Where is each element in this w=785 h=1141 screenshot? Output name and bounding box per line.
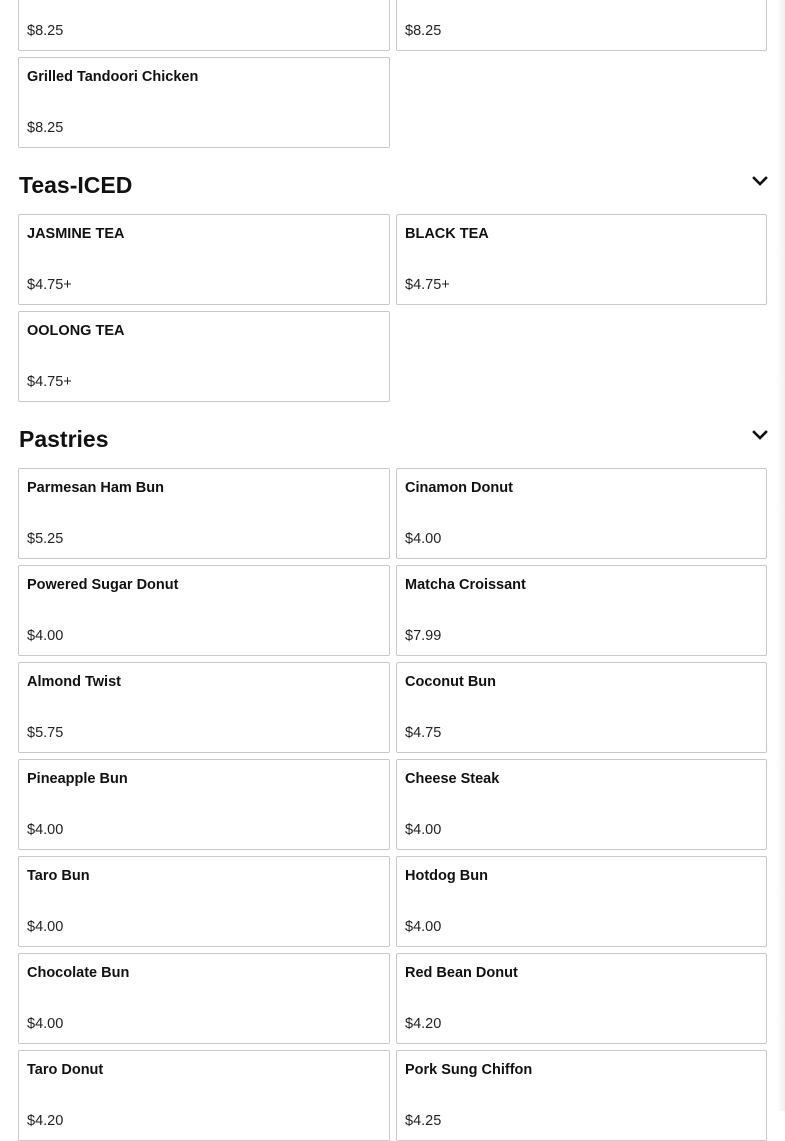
menu-item-card[interactable] [18, 856, 390, 947]
menu-item-grid [18, 468, 767, 1141]
menu-item-price: $4.25 [405, 1113, 442, 1129]
menu-item-card[interactable] [396, 565, 767, 656]
menu-item-price: $4.75 [405, 725, 442, 741]
menu-item-card[interactable] [396, 468, 767, 559]
menu-item-name: Taro Donut [27, 1062, 104, 1078]
menu-item-name: Matcha Croissant [405, 577, 526, 593]
menu-item-price: $8.25 [405, 23, 442, 39]
section-title: Pastries [19, 426, 109, 452]
menu-item-card[interactable] [18, 662, 390, 753]
menu-item-card[interactable] [18, 953, 390, 1044]
menu-item-name: Chocolate Bun [27, 965, 130, 981]
menu-item-card[interactable] [18, 565, 390, 656]
menu-item-card[interactable] [396, 953, 767, 1044]
menu-item-card[interactable] [396, 856, 767, 947]
menu-item-name: Hotdog Bun [405, 868, 488, 884]
section-title: Teas-ICED [19, 172, 133, 198]
menu-item-card[interactable] [18, 214, 390, 305]
menu-item-card[interactable] [18, 1050, 390, 1141]
menu-item-name: Cinamon Donut [405, 480, 513, 496]
menu-item-card[interactable] [396, 0, 767, 51]
menu-item-price: $7.99 [405, 628, 442, 644]
menu-item-price: $4.20 [27, 1113, 64, 1129]
menu-item-price: $4.00 [27, 822, 64, 838]
menu-item-price: $4.00 [405, 822, 442, 838]
menu-item-name: Almond Twist [27, 674, 121, 690]
menu-item-name: Red Bean Donut [405, 965, 518, 981]
menu-item-price: $8.25 [27, 120, 64, 136]
section-header-pastries[interactable] [19, 402, 769, 468]
menu-item-card[interactable] [18, 57, 390, 148]
menu-item-card[interactable] [396, 1050, 767, 1141]
menu-item-card[interactable] [18, 311, 390, 402]
menu-item-name: Taro Bun [27, 868, 90, 884]
menu-item-price: $8.25 [27, 23, 64, 39]
menu-item-price: $4.00 [27, 1016, 64, 1032]
menu-item-card[interactable] [396, 759, 767, 850]
menu-item-price: $5.25 [27, 531, 64, 547]
menu-item-price: $4.75+ [27, 374, 72, 390]
menu-item-name: BLACK TEA [405, 226, 489, 242]
menu-item-name: Grilled Tandoori Chicken [27, 69, 199, 85]
chevron-down-icon[interactable] [751, 172, 769, 190]
menu-item-price: $4.75+ [405, 277, 450, 293]
menu-item-price: $4.00 [405, 919, 442, 935]
menu-item-name: OOLONG TEA [27, 323, 125, 339]
menu-item-price: $4.00 [27, 919, 64, 935]
chevron-down-icon[interactable] [751, 426, 769, 444]
menu-item-price: $4.00 [405, 531, 442, 547]
menu-item-name: Cheese Steak [405, 771, 500, 787]
menu-item-price: $4.20 [405, 1016, 442, 1032]
menu-item-name: Parmesan Ham Bun [27, 480, 164, 496]
menu-item-grid [18, 0, 767, 148]
menu-item-name: Powered Sugar Donut [27, 577, 179, 593]
menu-item-grid [18, 214, 767, 402]
menu-item-name: Pineapple Bun [27, 771, 128, 787]
menu-item-card[interactable] [396, 662, 767, 753]
scroll-edge-shadow [777, 0, 785, 1111]
menu-item-card[interactable] [18, 0, 390, 51]
menu-item-card[interactable] [18, 759, 390, 850]
menu-item-price: $4.00 [27, 628, 64, 644]
menu-item-price: $5.75 [27, 725, 64, 741]
menu-item-card[interactable] [396, 214, 767, 305]
menu-item-card[interactable] [18, 468, 390, 559]
menu-item-name: Coconut Bun [405, 674, 497, 690]
menu-item-name: Pork Sung Chiffon [405, 1062, 533, 1078]
menu-item-name: JASMINE TEA [27, 226, 125, 242]
section-header-teas-iced[interactable] [19, 148, 769, 214]
menu-item-price: $4.75+ [27, 277, 72, 293]
